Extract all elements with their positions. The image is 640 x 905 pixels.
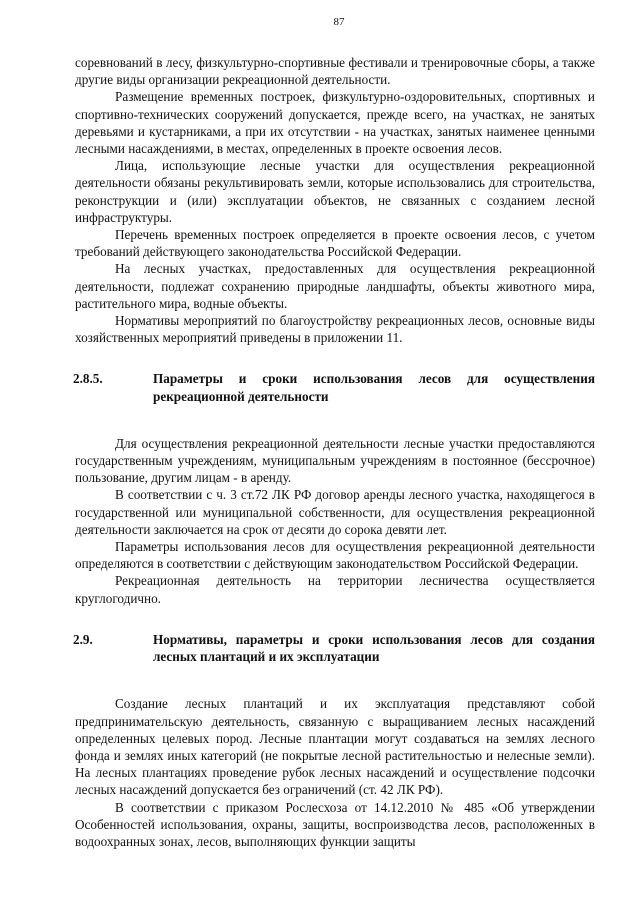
paragraph: Нормативы мероприятий по благоустройству рекреационных лесов, основные виды хозяйственных мероприятий приведены в приложении 11.: [75, 313, 595, 346]
section-body-2-9: [75, 695, 595, 850]
paragraph: Размещение временных построек, физкультурно-оздоровительных, спортивных и спортивно-технических сооружений допускается, прежде всего, на участках, не занятых деревьями и кустарниками, а при их отсутствии - на участках, занятых наименее ценными лесными насаждениями, в местах, определенных в проекте освоения лесов.: [75, 89, 595, 157]
page-number: 87: [333, 16, 345, 28]
section-number: 2.8.5.: [73, 371, 103, 387]
section-heading-2-8-5: [75, 370, 595, 404]
section-heading-2-9: [75, 631, 595, 665]
paragraph: Создание лесных плантаций и их эксплуатация представляют собой предпринимательскую деятельность, связанную с выращиванием лесных насаждений определенных целевых пород. Лесные плантации могут создаваться на землях лесного фонда и землях иных категорий (не покрытые лесной растительностью и нелесные земли). На лесных плантациях проведение рубок лесных насаждений и осуществление подсочки лесных насаждений допускается без ограничений (ст. 42 ЛК РФ).: [75, 696, 595, 798]
paragraph: Рекреационная деятельность на территории лесничества осуществляется круглогодично.: [75, 573, 595, 606]
paragraph: В соответствии с ч. 3 ст.72 ЛК РФ договор аренды лесного участка, находящегося в государственной или муниципальной собственности, для осуществления рекреационной деятельности заключается на срок от десяти до сорока девяти лет.: [75, 487, 595, 537]
paragraph: соревнований в лесу, физкультурно-спортивные фестивали и тренировочные сборы, а также другие виды организации рекреационной деятельности.: [75, 55, 595, 88]
section-title: Параметры и сроки использования лесов для осуществления рекреационной деятельности: [153, 371, 595, 404]
section-title: Нормативы, параметры и сроки использования лесов для создания лесных плантаций и их эксплуатации: [153, 631, 595, 665]
paragraph: Лица, использующие лесные участки для осуществления рекреационной деятельности обязаны рекультивировать земли, которые использовались для строительства, реконструкции и (или) эксплуатации объектов, не связанных с созданием лесной инфраструктуры.: [75, 158, 595, 225]
paragraph: Перечень временных построек определяется в проекте освоения лесов, с учетом требований действующего законодательства Российской Федерации.: [75, 227, 595, 260]
paragraph: На лесных участках, предоставленных для осуществления рекреационной деятельности, подлежат сохранению природные ландшафты, объекты животного мира, растительного мира, водные объекты.: [75, 261, 595, 311]
paragraph: В соответствии с приказом Рослесхоза от 14.12.2010 № 485 «Об утверждении Особенностей использования, охраны, защиты, воспроизводства лесов, расположенных в водоохранных зонах, лесов, выполняющих функции защиты: [75, 799, 595, 849]
section-body-2-8-5: [75, 435, 595, 607]
intro-block: [75, 54, 595, 346]
paragraph: Для осуществления рекреационной деятельности лесные участки предоставляются государственным учреждениям, муниципальным учреждениям в постоянное (бессрочное) пользование, другим лицам - в аренду.: [75, 435, 595, 486]
document-page: [75, 0, 595, 850]
paragraph: Параметры использования лесов для осуществления рекреационной деятельности определяются в соответствии с действующим законодательством Российской Федерации.: [75, 539, 595, 572]
section-number: 2.9.: [73, 631, 93, 647]
